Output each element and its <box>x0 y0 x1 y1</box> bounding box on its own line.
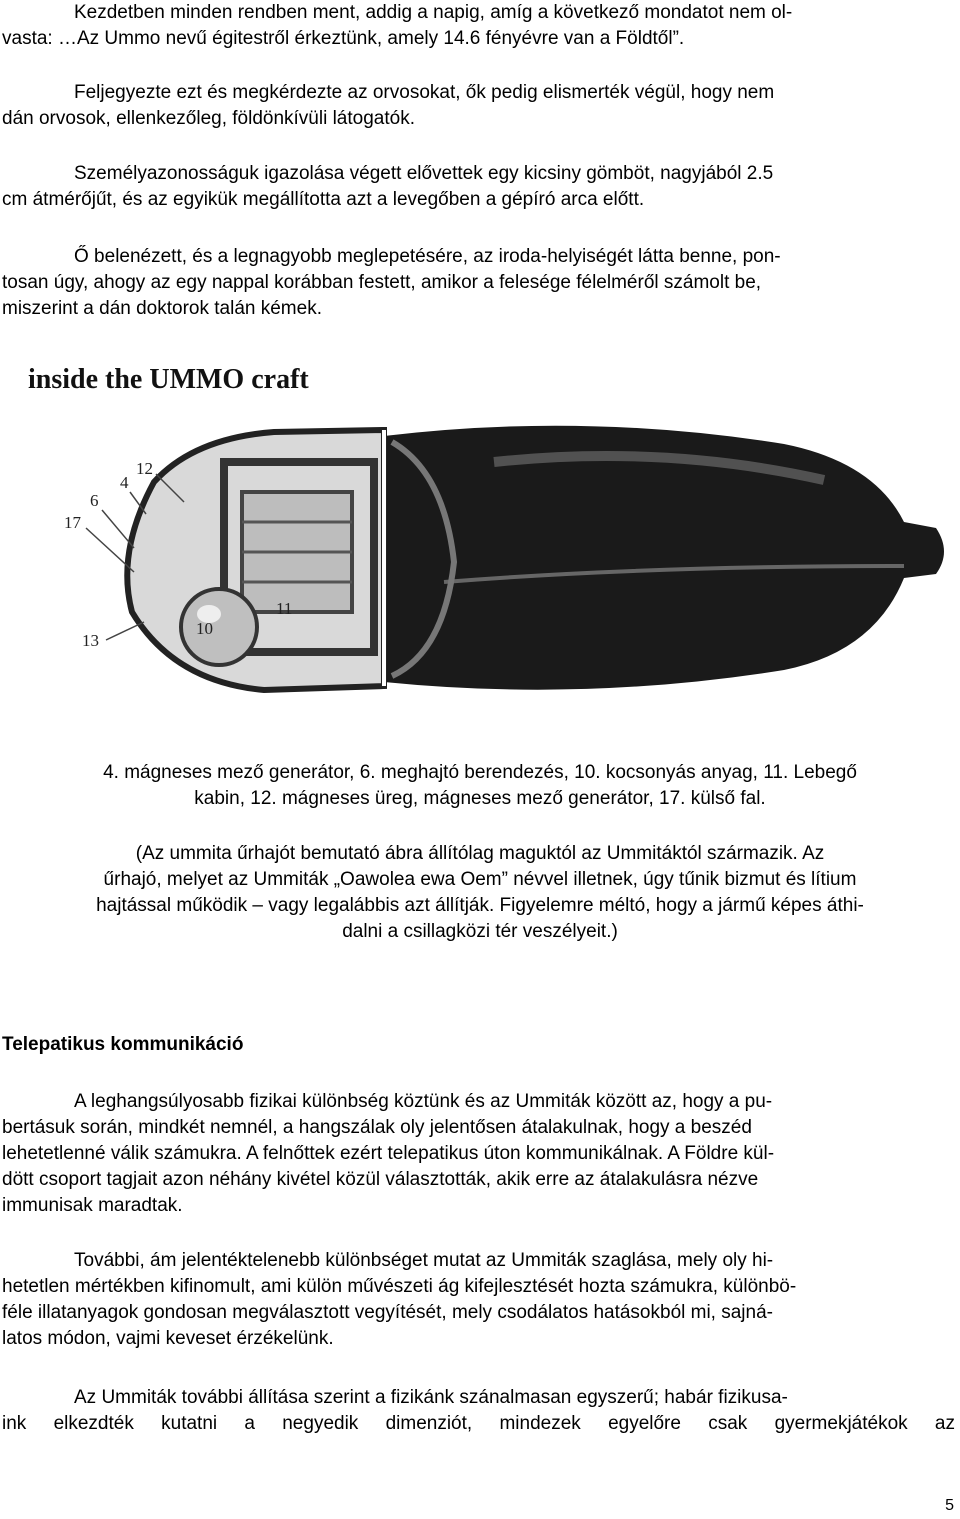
figure-caption <box>0 760 960 812</box>
paragraph-voice <box>2 1089 955 1219</box>
text-line: tosan úgy, ahogy az egy nappal korábban festett, amikor a felesége félelméről számolt be, <box>2 272 762 293</box>
figure-title: inside the UMMO craft <box>28 364 309 395</box>
text-line: 4. mágneses mező generátor, 6. meghajtó berendezés, 10. kocsonyás anyag, 11. Lebegő <box>103 762 857 783</box>
label-12: 12 <box>136 459 153 478</box>
text-line: Személyazonosságuk igazolása végett elővettek egy kicsiny gömböt, nagyjából 2.5 <box>74 163 774 184</box>
paragraph-physics <box>2 1385 955 1437</box>
text-line: féle illatanyagok gondosan megválasztott vegyítését, mely csodálatos hatásokból mi, sajná- <box>2 1302 773 1323</box>
text-line: dalni a csillagközi tér veszélyeit.) <box>342 921 618 942</box>
text-line: miszerint a dán doktorok talán kémek. <box>2 298 322 319</box>
text-line: dán orvosok, ellenkezőleg, földönkívüli látogatók. <box>2 108 415 129</box>
text-line: Kezdetben minden rendben ment, addig a napig, amíg a következő mondatot nem ol- <box>74 2 793 23</box>
label-17: 17 <box>64 513 81 532</box>
paragraph-sphere <box>2 244 955 322</box>
text-line: A leghangsúlyosabb fizikai különbség köztünk és az Ummiták között az, hogy a pu- <box>74 1091 773 1112</box>
label-11: 11 <box>276 599 293 618</box>
craft-hull-shape <box>384 426 944 690</box>
paragraph-intro <box>2 0 955 52</box>
text-line: Feljegyezte ezt és megkérdezte az orvosokat, ők pedig elismerték végül, hogy nem <box>74 82 775 103</box>
ummo-craft-illustration <box>24 352 954 724</box>
text-line: hajtással működik – vagy legalábbis azt állítják. Figyelemre méltó, hogy a jármű képes áthi- <box>96 895 864 916</box>
text-line: Az Ummiták további állítása szerint a fizikánk szánalmasan egyszerű; habár fizikusa- <box>74 1387 788 1408</box>
label-4: 4 <box>120 473 129 492</box>
label-6: 6 <box>90 491 99 510</box>
sphere-element <box>181 589 257 665</box>
text-line: (Az ummita űrhajót bemutató ábra állítólag maguktól az Ummitáktól származik. Az <box>135 843 825 864</box>
text-line: immunisak maradtak. <box>2 1195 183 1216</box>
text-line: hetetlen mértékben kifinomult, ami külön művészeti ág kifejlesztését hozta számukra, különbö- <box>2 1276 797 1297</box>
paragraph-identity <box>2 161 955 213</box>
page-number: 5 <box>945 1497 954 1514</box>
text-line: űrhajó, melyet az Ummiták „Oawolea ewa Oem” névvel illetnek, úgy tűnik bizmut és lítium <box>103 869 857 890</box>
text-line: bertásuk során, mindkét nemnél, a hangszálak oly jelentősen átalakulnak, hogy a beszéd <box>2 1117 752 1138</box>
section-heading: Telepatikus kommunikáció <box>2 1034 244 1055</box>
text-line: További, ám jelentéktelenebb különbséget mutat az Ummiták szaglása, mely oly hi- <box>74 1250 774 1271</box>
label-13: 13 <box>82 631 99 650</box>
text-line: vasta: …Az Ummo nevű égitestről érkeztünk, amely 14.6 fényévre van a Földtől”. <box>2 28 685 49</box>
text-line: kabin, 12. mágneses üreg, mágneses mező generátor, 17. külső fal. <box>194 788 766 809</box>
text-line: dött csoport tagjait azon néhány kivétel közül választották, akik erre az átalakulásra nézve <box>2 1169 759 1190</box>
text-line: cm átmérőjűt, és az egyikük megállította azt a levegőben a gépíró arca előtt. <box>2 189 645 210</box>
label-10: 10 <box>196 619 213 638</box>
paragraph-notes <box>2 80 955 132</box>
text-line: ink elkezdték kutatni a negyedik dimenziót, mindezek egyelőre csak gyermekjátékok az <box>2 1413 955 1434</box>
figure-note <box>0 841 960 945</box>
text-line: lehetetlenné válik számukra. A felnőttek ezért telepatikus úton kommunikálnak. A Földre kül- <box>2 1143 775 1164</box>
text-line: latos módon, vajmi keveset érzékelünk. <box>2 1328 334 1349</box>
paragraph-smell <box>2 1248 955 1352</box>
text-line: Ő belenézett, és a legnagyobb meglepetésére, az iroda-helyiségét látta benne, pon- <box>74 246 781 267</box>
